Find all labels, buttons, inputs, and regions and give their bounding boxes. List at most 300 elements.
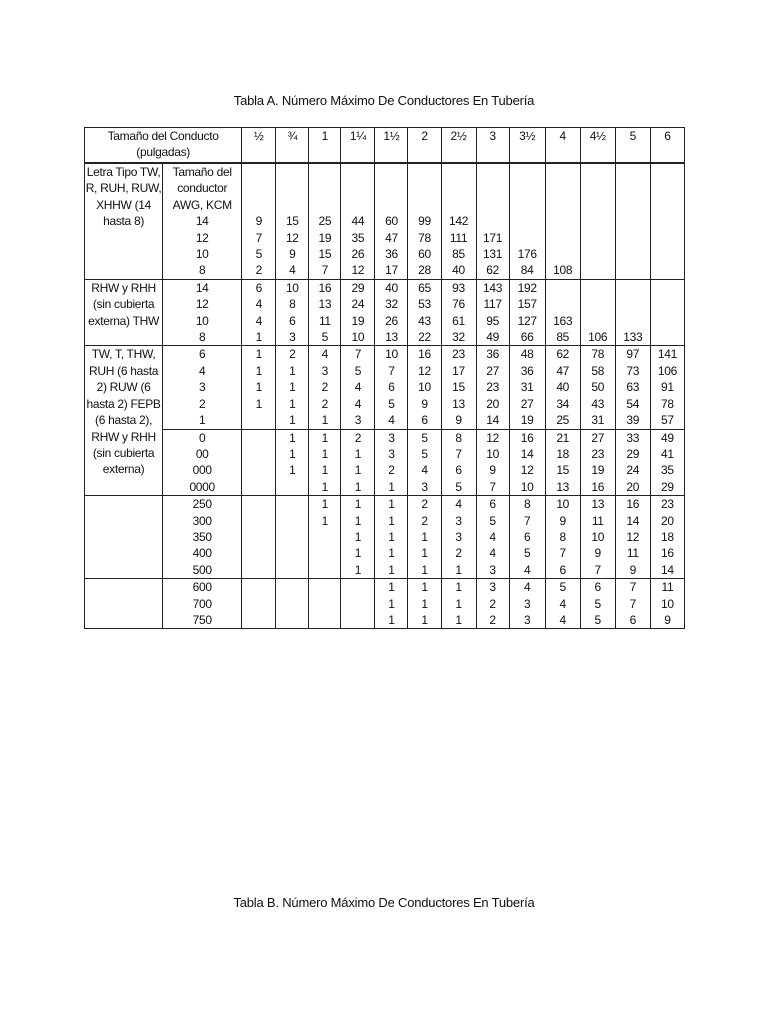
cell-value: 4: [489, 529, 496, 544]
cell-value: 7: [594, 562, 601, 577]
count-cell: [580, 346, 615, 429]
cell-value: 35: [661, 463, 674, 478]
cell-value: 3: [289, 330, 296, 345]
size-header: 2: [408, 128, 441, 164]
cell-value: 9: [255, 214, 262, 229]
cell-value: 3: [388, 430, 395, 445]
count-cell: [476, 279, 509, 346]
cell-value: 3: [321, 363, 329, 378]
cell-value: 16: [318, 280, 332, 295]
cell-value: 19: [591, 463, 605, 478]
cell-value: 1: [388, 479, 395, 494]
cell-value: 93: [452, 280, 465, 295]
cell-value: 1: [388, 562, 395, 577]
cell-value: 43: [591, 396, 605, 411]
count-cell: [509, 579, 545, 629]
cell-value: 11: [591, 513, 604, 528]
count-cell: [615, 163, 650, 279]
cell-value: 7: [255, 230, 262, 245]
count-cell: [580, 429, 615, 496]
cell-value: 78: [418, 230, 431, 245]
cell-value: 4: [388, 413, 395, 428]
cell-value: 61: [452, 313, 465, 328]
cell-value: 27: [520, 396, 534, 411]
count-cell: [580, 579, 615, 629]
cell-value: 97: [626, 347, 640, 362]
cell-value: 13: [318, 297, 332, 312]
table-row: [85, 429, 685, 496]
cell-value: 3: [523, 612, 531, 627]
cell-value: 4: [289, 263, 296, 278]
cell-value: 1: [421, 529, 428, 544]
cell-value: 78: [591, 347, 605, 362]
table-a-title: Tabla A. Número Máximo De Conductores En Tubería: [233, 93, 535, 108]
cell-value: 9: [489, 463, 496, 478]
header-row: [85, 128, 685, 164]
count-cell: [545, 163, 580, 279]
cell-value: 1: [289, 430, 296, 445]
cell-value: 17: [452, 363, 465, 378]
cell-value: 4: [321, 347, 329, 362]
cell-value: 23: [486, 380, 499, 395]
cell-value: 20: [661, 513, 674, 528]
cell-value: 4: [523, 562, 531, 577]
cell-value: 27: [486, 363, 499, 378]
count-cell: [242, 279, 276, 346]
cell-value: 5: [489, 513, 496, 528]
cell-value: 34: [556, 396, 570, 411]
cell-value: 12: [351, 263, 365, 278]
cell-value: 6: [289, 313, 296, 328]
cell-value: 8: [523, 497, 531, 512]
count-cell: [545, 579, 580, 629]
cell-value: 1: [421, 596, 428, 611]
cell-value: 1: [321, 497, 329, 512]
cell-value: 5: [255, 247, 262, 262]
count-cell: [341, 496, 375, 579]
cell-value: 14: [626, 513, 640, 528]
count-cell: [545, 496, 580, 579]
cell-value: 62: [556, 347, 570, 362]
cell-value: 5: [559, 580, 566, 595]
cell-value: 4: [489, 546, 496, 561]
count-cell: [476, 163, 509, 279]
cell-value: 10: [195, 247, 209, 262]
cell-value: 16: [661, 546, 674, 561]
cell-value: 40: [385, 280, 398, 295]
count-cell: [408, 429, 441, 496]
cell-value: 6: [388, 380, 395, 395]
cell-value: 23: [452, 347, 465, 362]
count-cell: [476, 579, 509, 629]
cell-value: 000: [192, 463, 212, 478]
cell-value: 18: [556, 446, 570, 461]
cell-value: 5: [321, 330, 329, 345]
cell-value: 127: [517, 313, 537, 328]
cell-value: 47: [385, 230, 398, 245]
cell-value: 60: [418, 247, 431, 262]
cell-value: 3: [455, 529, 462, 544]
cell-value: 750: [192, 612, 212, 627]
count-cell: [476, 496, 509, 579]
cell-value: 36: [486, 347, 499, 362]
cell-value: 5: [594, 612, 601, 627]
count-cell: [441, 429, 476, 496]
wire-type-label: Letra Tipo TW, R, RUH, RUW, XHHW (14 hasta 8): [85, 163, 163, 279]
size-header: 5: [615, 128, 650, 164]
cell-value: 63: [626, 380, 640, 395]
cell-value: 17: [385, 263, 398, 278]
cell-value: 7: [388, 363, 395, 378]
count-cell: [545, 346, 580, 429]
cell-value: 1: [388, 497, 395, 512]
count-cell: [375, 346, 408, 429]
cell-value: 10: [661, 596, 674, 611]
cell-value: 111: [449, 230, 468, 245]
cell-value: 5: [388, 396, 395, 411]
cell-value: 23: [661, 497, 674, 512]
count-cell: [650, 496, 684, 579]
cell-value: 2: [289, 347, 296, 362]
cell-value: 1: [255, 347, 262, 362]
cell-value: 4: [455, 497, 462, 512]
cell-value: 1: [388, 513, 395, 528]
cell-value: 1: [455, 596, 462, 611]
cell-value: 10: [520, 479, 534, 494]
count-cell: [650, 279, 684, 346]
cell-value: 350: [192, 529, 212, 544]
count-cell: [580, 279, 615, 346]
cell-value: 3: [523, 596, 531, 611]
cell-value: 700: [192, 596, 212, 611]
cell-value: 7: [321, 263, 329, 278]
count-cell: [341, 163, 375, 279]
cell-value: 1: [354, 562, 362, 577]
cell-value: 19: [351, 313, 365, 328]
count-cell: [545, 429, 580, 496]
cell-value: 6: [559, 562, 566, 577]
cell-value: 9: [629, 562, 636, 577]
cell-value: 2: [489, 596, 496, 611]
cell-value: 8: [559, 529, 566, 544]
cell-value: 7: [489, 479, 496, 494]
cell-value: 106: [657, 363, 677, 378]
cell-value: 8: [199, 263, 206, 278]
cell-value: 25: [318, 214, 332, 229]
count-cell: [509, 346, 545, 429]
count-cell: [408, 496, 441, 579]
count-cell: [276, 429, 309, 496]
cell-value: 4: [559, 596, 566, 611]
count-cell: [242, 496, 276, 579]
cell-value: 10: [591, 529, 605, 544]
cell-value: 1: [289, 363, 296, 378]
cell-value: 31: [520, 380, 534, 395]
cell-value: 4: [255, 297, 262, 312]
cell-value: 1: [354, 529, 362, 544]
count-cell: [276, 279, 309, 346]
awg-cell: [163, 346, 242, 429]
cell-value: 131: [483, 247, 503, 262]
cell-value: 12: [195, 297, 209, 312]
cell-value: 31: [591, 413, 605, 428]
cell-value: 1: [289, 413, 296, 428]
cell-value: 300: [192, 513, 212, 528]
cell-value: 5: [594, 596, 601, 611]
cell-value: 2: [321, 396, 329, 411]
cell-value: 10: [486, 446, 499, 461]
cell-value: 16: [591, 479, 605, 494]
count-cell: [375, 496, 408, 579]
cell-value: 15: [452, 380, 465, 395]
cell-value: 3: [421, 479, 428, 494]
count-cell: [615, 496, 650, 579]
cell-value: 117: [483, 297, 502, 312]
cell-value: 1: [421, 612, 428, 627]
cell-value: 400: [192, 546, 212, 561]
cell-value: 44: [351, 214, 365, 229]
cell-value: 7: [629, 596, 636, 611]
cell-value: 50: [591, 380, 605, 395]
count-cell: [276, 163, 309, 279]
count-cell: [615, 279, 650, 346]
cell-value: 1: [255, 330, 262, 345]
cell-value: 1: [321, 413, 329, 428]
cell-value: 1: [354, 497, 362, 512]
cell-value: 13: [591, 497, 605, 512]
cell-value: 36: [385, 247, 398, 262]
cell-value: 12: [520, 463, 534, 478]
cell-value: 32: [452, 330, 465, 345]
cell-value: 53: [418, 297, 431, 312]
cell-value: 16: [626, 497, 640, 512]
cell-value: 15: [556, 463, 570, 478]
cell-value: 6: [629, 612, 636, 627]
cell-value: 171: [483, 230, 503, 245]
table-row: [85, 163, 685, 279]
cell-value: 6: [594, 580, 601, 595]
awg-cell: [163, 163, 242, 279]
cell-value: 29: [626, 446, 640, 461]
count-cell: [341, 429, 375, 496]
cell-value: 23: [591, 446, 605, 461]
count-cell: [441, 163, 476, 279]
cell-value: 1: [388, 546, 395, 561]
wire-type-label: RHW y RHH (sin cubierta externa) THW: [85, 279, 163, 346]
cell-value: 14: [195, 280, 209, 295]
cell-value: 39: [626, 413, 640, 428]
cell-value: 10: [556, 497, 570, 512]
cell-value: 60: [385, 214, 398, 229]
count-cell: [242, 346, 276, 429]
cell-value: 8: [199, 330, 206, 345]
cell-value: 7: [559, 546, 566, 561]
cell-value: 2: [354, 430, 362, 445]
count-cell: [309, 579, 341, 629]
cell-value: 2: [455, 546, 462, 561]
cell-value: 2: [321, 380, 329, 395]
count-cell: [580, 496, 615, 579]
cell-value: 1: [388, 612, 395, 627]
table-row: [85, 346, 685, 429]
cell-value: 5: [455, 479, 462, 494]
count-cell: [309, 429, 341, 496]
size-header: ½: [242, 128, 276, 164]
cell-value: 133: [623, 330, 643, 345]
cell-value: 500: [192, 562, 212, 577]
cell-value: 5: [523, 546, 531, 561]
cell-value: 1: [421, 562, 428, 577]
size-header: ¾: [276, 128, 309, 164]
cell-value: 6: [489, 497, 496, 512]
cell-value: 16: [520, 430, 534, 445]
count-cell: [580, 163, 615, 279]
cell-value: 12: [285, 230, 299, 245]
cell-value: 32: [385, 297, 398, 312]
cell-value: 78: [661, 396, 674, 411]
count-cell: [476, 429, 509, 496]
cell-value: 4: [523, 580, 531, 595]
cell-value: 6: [455, 463, 462, 478]
cell-value: 65: [418, 280, 431, 295]
size-header: 1½: [375, 128, 408, 164]
count-cell: [375, 163, 408, 279]
count-cell: [242, 163, 276, 279]
cell-value: 1: [255, 363, 262, 378]
count-cell: [441, 279, 476, 346]
count-cell: [476, 346, 509, 429]
cell-value: 1: [354, 513, 362, 528]
cell-value: 00: [195, 446, 209, 461]
cell-value: 15: [285, 214, 299, 229]
cell-value: 106: [588, 330, 608, 345]
conduit-size-header: Tamaño del Conducto (pulgadas): [85, 128, 242, 164]
cell-value: 40: [556, 380, 570, 395]
cell-value: 4: [421, 463, 428, 478]
cell-value: 3: [455, 513, 462, 528]
conduit-capacity-table: [84, 127, 685, 629]
cell-value: 1: [289, 463, 296, 478]
cell-value: 19: [318, 230, 332, 245]
cell-value: 99: [418, 214, 431, 229]
cell-value: 43: [418, 313, 431, 328]
cell-value: 1: [388, 580, 395, 595]
cell-value: 1: [354, 446, 362, 461]
count-cell: [615, 346, 650, 429]
cell-value: 1: [199, 413, 206, 428]
cell-value: 1: [321, 446, 329, 461]
cell-value: 15: [318, 247, 332, 262]
count-cell: [341, 279, 375, 346]
cell-value: 16: [418, 347, 431, 362]
size-header: 4: [545, 128, 580, 164]
cell-value: 250: [192, 497, 212, 512]
count-cell: [509, 279, 545, 346]
awg-cell: [163, 579, 242, 629]
cell-value: 6: [523, 529, 531, 544]
cell-value: 0000: [189, 479, 215, 494]
cell-value: 1: [455, 580, 462, 595]
cell-value: 8: [455, 430, 462, 445]
count-cell: [309, 279, 341, 346]
cell-value: 12: [486, 430, 499, 445]
wire-type-label: TW, T, THW, RUH (6 hasta 2) RUW (6 hasta 2) FEPB (6 hasta 2), RHW y RHH (sin cubierta externa): [85, 346, 163, 496]
cell-value: 1: [421, 546, 428, 561]
cell-value: 24: [351, 297, 365, 312]
count-cell: [276, 579, 309, 629]
cell-value: 58: [591, 363, 605, 378]
cell-value: 21: [556, 430, 570, 445]
awg-cell: [163, 279, 242, 346]
cell-value: 2: [199, 396, 206, 411]
cell-value: 20: [626, 479, 640, 494]
cell-value: 2: [388, 463, 395, 478]
cell-value: 22: [418, 330, 431, 345]
cell-value: 13: [452, 396, 465, 411]
cell-value: 35: [351, 230, 365, 245]
cell-value: 1: [321, 479, 329, 494]
cell-value: 157: [517, 297, 537, 312]
cell-value: 1: [354, 546, 362, 561]
cell-value: 66: [520, 330, 534, 345]
awg-column-header: Tamaño del conductor AWG, KCM: [172, 165, 232, 212]
cell-value: 1: [455, 612, 462, 627]
count-cell: [276, 496, 309, 579]
cell-value: 9: [421, 396, 428, 411]
cell-value: 4: [199, 363, 206, 378]
cell-value: 4: [354, 380, 362, 395]
cell-value: 7: [455, 446, 462, 461]
count-cell: [242, 429, 276, 496]
cell-value: 13: [556, 479, 570, 494]
cell-value: 4: [255, 313, 262, 328]
cell-value: 14: [661, 562, 674, 577]
cell-value: 4: [559, 612, 566, 627]
count-cell: [509, 496, 545, 579]
count-cell: [650, 346, 684, 429]
cell-value: 10: [385, 347, 398, 362]
cell-value: 1: [289, 380, 296, 395]
cell-value: 10: [351, 330, 365, 345]
cell-value: 108: [553, 263, 573, 278]
cell-value: 3: [354, 413, 362, 428]
count-cell: [650, 579, 684, 629]
cell-value: 10: [418, 380, 431, 395]
wire-type-label: [85, 496, 163, 579]
cell-value: 1: [255, 396, 262, 411]
cell-value: 163: [553, 313, 573, 328]
cell-value: 3: [199, 380, 206, 395]
cell-value: 49: [486, 330, 499, 345]
cell-value: 29: [351, 280, 365, 295]
cell-value: 91: [661, 380, 674, 395]
count-cell: [242, 579, 276, 629]
table-row: [85, 579, 685, 629]
cell-value: 25: [556, 413, 570, 428]
count-cell: [375, 279, 408, 346]
cell-value: 41: [661, 446, 674, 461]
cell-value: 1: [321, 513, 329, 528]
count-cell: [545, 279, 580, 346]
count-cell: [408, 579, 441, 629]
cell-value: 3: [489, 562, 496, 577]
count-cell: [341, 579, 375, 629]
table-row: [85, 279, 685, 346]
cell-value: 9: [559, 513, 566, 528]
cell-value: 12: [418, 363, 431, 378]
count-cell: [276, 346, 309, 429]
cell-value: 73: [626, 363, 640, 378]
